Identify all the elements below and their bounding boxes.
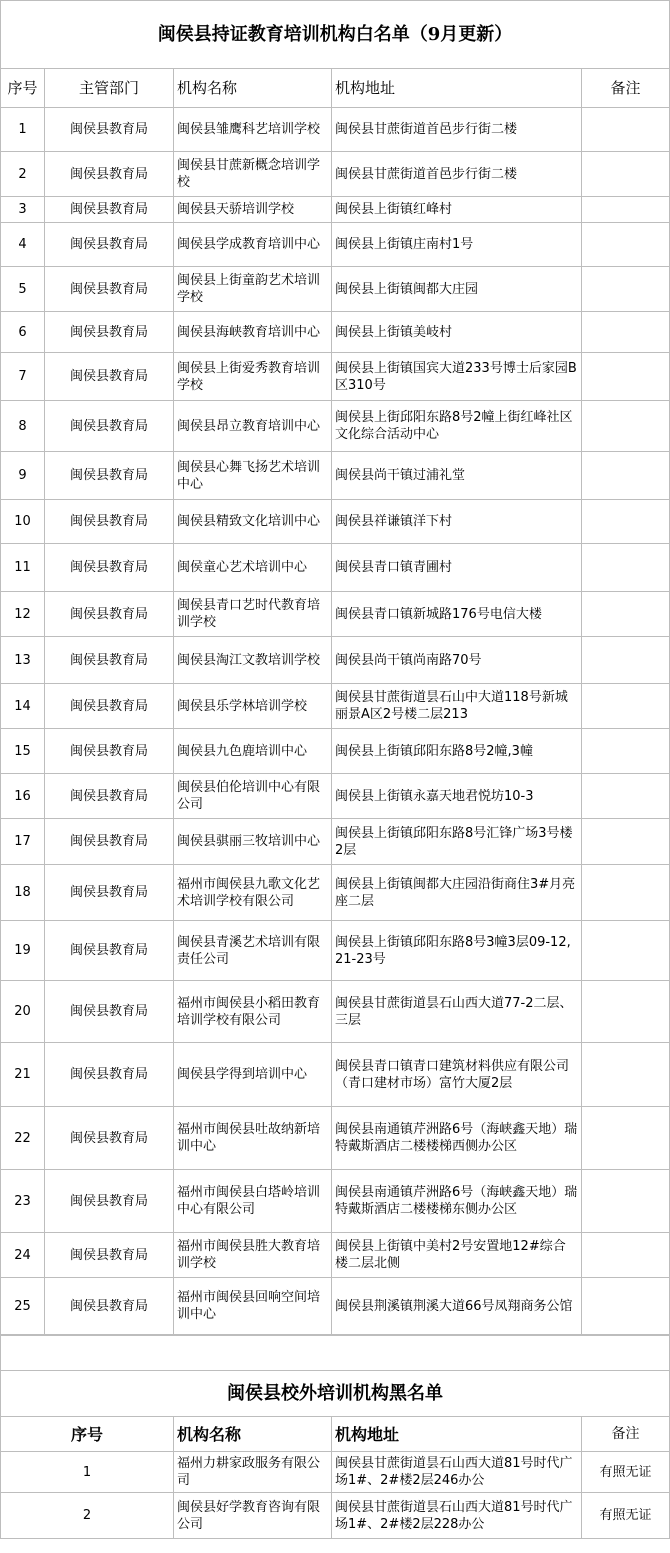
row-address: 闽侯县甘蔗街道昙石山中大道118号新城丽景A区2号楼二层213 (332, 684, 582, 729)
row-address: 闽侯县尚干镇过浦礼堂 (332, 452, 582, 500)
row-note (582, 1278, 670, 1335)
row-name: 闽侯县心舞飞扬艺术培训中心 (174, 452, 332, 500)
row-dept: 闽侯县教育局 (45, 544, 174, 592)
row-address: 闽侯县上街镇中美村2号安置地12#综合楼二层北侧 (332, 1233, 582, 1278)
row-no: 22 (1, 1107, 45, 1170)
table-row (1, 267, 670, 312)
row-name: 闽侯县昂立教育培训中心 (174, 401, 332, 452)
row-dept: 闽侯县教育局 (45, 865, 174, 921)
row-address: 闽侯县上街镇永嘉天地君悦坊10-3 (332, 774, 582, 819)
row-no: 6 (1, 312, 45, 353)
row-note (582, 108, 670, 152)
row-name: 福州市闽侯县吐故纳新培训中心 (174, 1107, 332, 1170)
row-name: 闽侯童心艺术培训中心 (174, 544, 332, 592)
table-row (1, 774, 670, 819)
table-row (1, 1233, 670, 1278)
row-address: 闽侯县甘蔗街道首邑步行街二楼 (332, 108, 582, 152)
row-no: 1 (1, 108, 45, 152)
row-name: 闽侯县骐丽三牧培训中心 (174, 819, 332, 865)
bl-row-name: 福州力耕家政服务有限公司 (174, 1452, 332, 1493)
row-name: 闽侯县伯伦培训中心有限公司 (174, 774, 332, 819)
row-note (582, 312, 670, 353)
table-row (1, 353, 670, 401)
row-dept: 闽侯县教育局 (45, 981, 174, 1043)
row-note (582, 981, 670, 1043)
bl-row-address: 闽侯县甘蔗街道昙石山西大道81号时代广场1#、2#楼2层228办公 (332, 1493, 582, 1539)
bl-header-name: 机构名称 (174, 1417, 332, 1452)
table-row (1, 684, 670, 729)
row-address: 闽侯县上街邱阳东路8号2幢上街红峰社区文化综合活动中心 (332, 401, 582, 452)
table-row (1, 452, 670, 500)
header-name: 机构名称 (174, 69, 332, 108)
table-row (1, 1493, 670, 1539)
row-no: 15 (1, 729, 45, 774)
row-name: 闽侯县上街爱秀教育培训学校 (174, 353, 332, 401)
bl-header-address: 机构地址 (332, 1417, 582, 1452)
header-no: 序号 (1, 69, 45, 108)
row-no: 3 (1, 197, 45, 223)
row-name: 闽侯县天骄培训学校 (174, 197, 332, 223)
row-note (582, 1170, 670, 1233)
row-no: 12 (1, 592, 45, 637)
table-row (1, 637, 670, 684)
bl-row-no: 1 (1, 1452, 174, 1493)
table-row (1, 819, 670, 865)
row-no: 11 (1, 544, 45, 592)
table-row (1, 197, 670, 223)
row-note (582, 729, 670, 774)
row-dept: 闽侯县教育局 (45, 500, 174, 544)
row-no: 13 (1, 637, 45, 684)
spacer-row (1, 1336, 670, 1371)
row-name: 福州市闽侯县九歌文化艺术培训学校有限公司 (174, 865, 332, 921)
row-dept: 闽侯县教育局 (45, 152, 174, 197)
row-no: 19 (1, 921, 45, 981)
row-name: 闽侯县九色鹿培训中心 (174, 729, 332, 774)
blacklist-header-row (1, 1417, 670, 1452)
row-name: 闽侯县海峡教育培训中心 (174, 312, 332, 353)
table-row (1, 312, 670, 353)
row-no: 18 (1, 865, 45, 921)
row-dept: 闽侯县教育局 (45, 637, 174, 684)
row-name: 福州市闽侯县回响空间培训中心 (174, 1278, 332, 1335)
row-no: 16 (1, 774, 45, 819)
row-address: 闽侯县上街镇闽都大庄园 (332, 267, 582, 312)
row-address: 闽侯县南通镇芹洲路6号（海峡鑫天地）瑞特戴斯酒店二楼楼梯东侧办公区 (332, 1170, 582, 1233)
row-name: 闽侯县青口艺时代教育培训学校 (174, 592, 332, 637)
bl-row-note: 有照无证 (582, 1452, 670, 1493)
row-note (582, 592, 670, 637)
row-name: 闽侯县雏鹰科艺培训学校 (174, 108, 332, 152)
table-row (1, 981, 670, 1043)
row-note (582, 637, 670, 684)
table-row (1, 152, 670, 197)
row-note (582, 1233, 670, 1278)
row-note (582, 267, 670, 312)
table-row (1, 592, 670, 637)
table-row (1, 1278, 670, 1335)
table-row (1, 1170, 670, 1233)
row-name: 闽侯县甘蔗新概念培训学校 (174, 152, 332, 197)
row-no: 8 (1, 401, 45, 452)
row-dept: 闽侯县教育局 (45, 1107, 174, 1170)
table-row (1, 1452, 670, 1493)
row-name: 闽侯县精致文化培训中心 (174, 500, 332, 544)
bl-row-address: 闽侯县甘蔗街道昙石山西大道81号时代广场1#、2#楼2层246办公 (332, 1452, 582, 1493)
table-row (1, 544, 670, 592)
table-row (1, 865, 670, 921)
row-dept: 闽侯县教育局 (45, 108, 174, 152)
table-row (1, 401, 670, 452)
bl-row-note: 有照无证 (582, 1493, 670, 1539)
row-no: 21 (1, 1043, 45, 1107)
row-note (582, 684, 670, 729)
row-dept: 闽侯县教育局 (45, 353, 174, 401)
row-address: 闽侯县甘蔗街道昙石山西大道77-2二层、三层 (332, 981, 582, 1043)
row-dept: 闽侯县教育局 (45, 819, 174, 865)
row-dept: 闽侯县教育局 (45, 197, 174, 223)
row-note (582, 1107, 670, 1170)
row-no: 20 (1, 981, 45, 1043)
row-no: 7 (1, 353, 45, 401)
row-name: 福州市闽侯县白塔岭培训中心有限公司 (174, 1170, 332, 1233)
row-dept: 闽侯县教育局 (45, 684, 174, 729)
row-dept: 闽侯县教育局 (45, 401, 174, 452)
row-dept: 闽侯县教育局 (45, 452, 174, 500)
row-address: 闽侯县青口镇青口建筑材料供应有限公司（青口建材市场）富竹大厦2层 (332, 1043, 582, 1107)
table-row (1, 500, 670, 544)
row-name: 闽侯县上街童韵艺术培训学校 (174, 267, 332, 312)
table-row (1, 1043, 670, 1107)
row-note (582, 1043, 670, 1107)
row-address: 闽侯县甘蔗街道首邑步行街二楼 (332, 152, 582, 197)
header-address: 机构地址 (332, 69, 582, 108)
row-dept: 闽侯县教育局 (45, 312, 174, 353)
row-note (582, 223, 670, 267)
row-dept: 闽侯县教育局 (45, 1170, 174, 1233)
bl-header-note: 备注 (582, 1417, 670, 1452)
row-note (582, 353, 670, 401)
row-name: 闽侯县青溪艺术培训有限责任公司 (174, 921, 332, 981)
row-note (582, 401, 670, 452)
row-address: 闽侯县上街镇庄南村1号 (332, 223, 582, 267)
bl-row-no: 2 (1, 1493, 174, 1539)
blacklist-table (0, 1335, 670, 1539)
row-no: 14 (1, 684, 45, 729)
row-note (582, 152, 670, 197)
row-name: 闽侯县乐学林培训学校 (174, 684, 332, 729)
row-address: 闽侯县上街镇国宾大道233号博士后家园B区310号 (332, 353, 582, 401)
row-note (582, 197, 670, 223)
row-note (582, 544, 670, 592)
table-row (1, 921, 670, 981)
row-no: 24 (1, 1233, 45, 1278)
row-dept: 闽侯县教育局 (45, 729, 174, 774)
table-row (1, 108, 670, 152)
row-dept: 闽侯县教育局 (45, 1233, 174, 1278)
row-note (582, 452, 670, 500)
row-no: 17 (1, 819, 45, 865)
row-note (582, 921, 670, 981)
row-address: 闽侯县荆溪镇荆溪大道66号凤翔商务公馆 (332, 1278, 582, 1335)
table-row (1, 729, 670, 774)
bl-header-no: 序号 (1, 1417, 174, 1452)
row-address: 闽侯县上街镇闽都大庄园沿街商住3#月亮座二层 (332, 865, 582, 921)
row-address: 闽侯县尚干镇尚南路70号 (332, 637, 582, 684)
row-address: 闽侯县上街镇美岐村 (332, 312, 582, 353)
blacklist-title: 闽侯县校外培训机构黑名单 (1, 1371, 670, 1417)
whitelist-title: 闽侯县持证教育培训机构白名单（9月更新） (1, 1, 670, 69)
row-note (582, 774, 670, 819)
row-name: 闽侯县学成教育培训中心 (174, 223, 332, 267)
row-dept: 闽侯县教育局 (45, 921, 174, 981)
row-dept: 闽侯县教育局 (45, 592, 174, 637)
row-name: 福州市闽侯县小稻田教育培训学校有限公司 (174, 981, 332, 1043)
row-dept: 闽侯县教育局 (45, 774, 174, 819)
bl-row-name: 闽侯县好学教育咨询有限公司 (174, 1493, 332, 1539)
row-address: 闽侯县青口镇青圃村 (332, 544, 582, 592)
row-address: 闽侯县祥谦镇洋下村 (332, 500, 582, 544)
row-address: 闽侯县青口镇新城路176号电信大楼 (332, 592, 582, 637)
row-no: 23 (1, 1170, 45, 1233)
row-address: 闽侯县上街镇邱阳东路8号2幢,3幢 (332, 729, 582, 774)
row-no: 10 (1, 500, 45, 544)
row-no: 2 (1, 152, 45, 197)
row-note (582, 865, 670, 921)
row-address: 闽侯县上街镇邱阳东路8号汇锋广场3号楼2层 (332, 819, 582, 865)
row-dept: 闽侯县教育局 (45, 267, 174, 312)
row-note (582, 819, 670, 865)
table-row (1, 223, 670, 267)
table-row (1, 1107, 670, 1170)
row-no: 25 (1, 1278, 45, 1335)
row-no: 4 (1, 223, 45, 267)
row-dept: 闽侯县教育局 (45, 1043, 174, 1107)
header-note: 备注 (582, 69, 670, 108)
row-note (582, 500, 670, 544)
row-address: 闽侯县上街镇邱阳东路8号3幢3层09-12, 21-23号 (332, 921, 582, 981)
row-dept: 闽侯县教育局 (45, 1278, 174, 1335)
row-name: 福州市闽侯县胜大教育培训学校 (174, 1233, 332, 1278)
row-no: 5 (1, 267, 45, 312)
header-dept: 主管部门 (45, 69, 174, 108)
row-name: 闽侯县淘江文教培训学校 (174, 637, 332, 684)
row-address: 闽侯县南通镇芹洲路6号（海峡鑫天地）瑞特戴斯酒店二楼楼梯西侧办公区 (332, 1107, 582, 1170)
row-dept: 闽侯县教育局 (45, 223, 174, 267)
row-address: 闽侯县上街镇红峰村 (332, 197, 582, 223)
row-no: 9 (1, 452, 45, 500)
row-name: 闽侯县学得到培训中心 (174, 1043, 332, 1107)
whitelist-header-row (1, 69, 670, 108)
